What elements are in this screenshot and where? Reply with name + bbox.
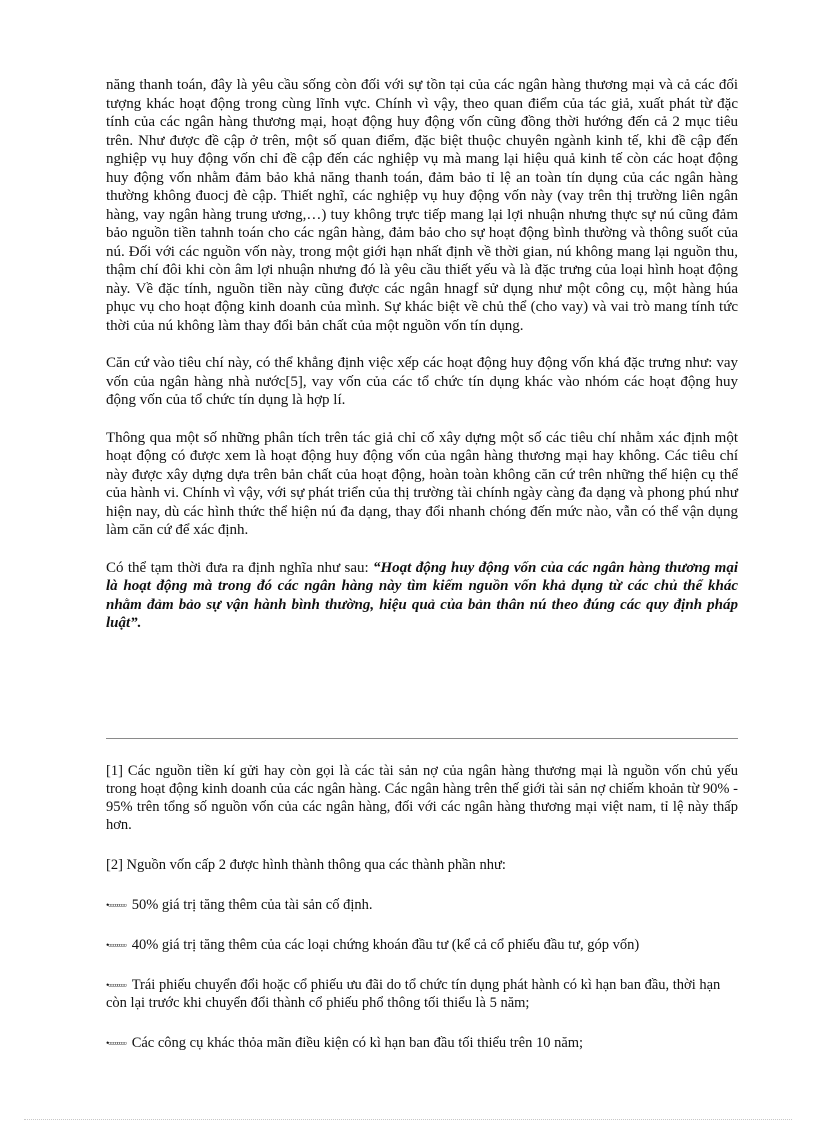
footnote-2: [2] Nguồn vốn cấp 2 được hình thành thông qua các thành phần như:: [106, 857, 506, 873]
footnotes: [106, 762, 738, 1074]
bullet-icon: •▫▫▫▫▫▫▫▫: [106, 1038, 126, 1048]
definition-quote: “Hoạt động huy động vốn của các ngân hàng thương mại là hoạt động mà trong đó các ngân hàng này tìm kiếm nguồn vốn khả dụng từ các chủ thể khác nhằm đảm bảo sự vận hành bình thường, hiệu quả của bản thân nú theo đúng các quy định pháp luật”.: [106, 559, 738, 631]
bullet-text: Trái phiếu chuyển đổi hoặc cổ phiếu ưu đãi do tổ chức tín dụng phát hành có kì hạn ban đầu, thời hạn còn lại trước khi chuyển đổi thành cổ phiếu phổ thông tối thiểu là 5 năm;: [106, 977, 721, 1011]
bullet-text: Các công cụ khác thỏa mãn điều kiện có kì hạn ban đầu tối thiểu trên 10 năm;: [131, 1035, 584, 1051]
definition-intro: Có thể tạm thời đưa ra định nghĩa như sau:: [106, 559, 374, 576]
main-text: [106, 76, 738, 652]
footnote-1: [1] Các nguồn tiền kí gửi hay còn gọi là các tài sản nợ của ngân hàng thương mại là nguồn vốn chủ yếu trong hoạt động kinh doanh của các ngân hàng. Các ngân hàng trên thế giới tài sản nợ chiếm khoản từ 90% - 95% trên tổng số nguồn vốn của các ngân hàng, đối với các ngân hàng thương mại việt nam, tỉ lệ này thấp hơn.: [106, 763, 738, 833]
bullet-text: 40% giá trị tăng thêm của các loại chứng khoán đầu tư (kể cả cổ phiếu đầu tư, góp vốn): [131, 937, 640, 953]
paragraph-1: năng thanh toán, đây là yêu cầu sống còn đối với sự tồn tại của các ngân hàng thương mại và cả các đối tượng khác hoạt động trong cùng lĩnh vực. Chính vì vậy, theo quan điểm của tác giả, xuất phát từ đặc tính của các ngân hàng thương mại, hoạt động huy động vốn cũng đồng thời hướng đến cả 2 mục tiêu trên. Như được đề cập ở trên, một số quan điểm, đặc biệt thuộc chuyên ngành kinh tế, khi đề cập đến nghiệp vụ huy động vốn chỉ đề cập đến các nghiệp vụ mà mang lại hiệu quả kinh tế còn các hoạt động huy động vốn nhằm đảm bảo khả năng thanh toán, đảm bảo tỉ lệ an toàn tín dụng của các ngân hàng thường không đuocj đè cập. Thiết nghĩ, các nghiệp vụ huy động vốn này (vay trên thị trường liên ngân hàng, vay ngân hàng trung ương,…) tuy không trực tiếp mang lại lợi nhuận nhưng thực sự nú cũng đảm bảo nguồn tiền tahnh toán cho các ngân hàng, đảm bảo cho sự hoạt động bình thường và thông suốt của nú. Đối với các nguồn vốn này, trong một giới hạn nhất định về thời gian, nú không mang lại nguồn thu, thậm chí đôi khi còn âm lợi nhuận nhưng đó là yêu cầu thiết yếu và là đặc trưng của loại hình hoạt động này. Về đặc tính, nguồn tiền này cũng được các ngân hnagf sử dụng như một công cụ, một hàng húa phục vụ cho hoạt động kinh doanh của mình. Sự khác biệt về chủ thể (cho vay) và vai trò mang tính tức thời của nú không làm thay đổi bản chất của một nguồn vốn tín dụng.: [106, 77, 738, 334]
list-item: [106, 976, 738, 1012]
bullet-icon: •▫▫▫▫▫▫▫▫: [106, 900, 126, 910]
footnote-separator: [106, 738, 738, 739]
list-item: [106, 896, 738, 914]
paragraph-2: Căn cứ vào tiêu chí này, có thể khẳng định việc xếp các hoạt động huy động vốn khá đặc trưng như: vay vốn của ngân hàng nhà nước[5], vay vốn của các tổ chức tín dụng khác vào nhóm các hoạt động huy động vốn của tổ chức tín dụng là hợp lí.: [106, 355, 738, 408]
paragraph-3: Thông qua một số những phân tích trên tác giả chỉ cố xây dựng một số các tiêu chí nhằm xác định một hoạt động có được xem là hoạt động huy động vốn của ngân hàng thương mại hay không. Các tiêu chí này được xây dựng dựa trên bản chất của hoạt động, hoàn toàn không căn cứ trên những thể hiện cụ thể của hành vi. Chính vì vậy, với sự phát triển của thị trường tài chính ngày càng đa dạng và phong phú như hiện nay, dù các hình thức thể hiện nú đa dạng, thay đổi nhanh chóng đến mức nào, vẫn có thể vận dụng làm căn cứ để xác định.: [106, 429, 738, 538]
bullet-icon: •▫▫▫▫▫▫▫▫: [106, 980, 126, 990]
page-bottom-border: [24, 1119, 792, 1120]
bullet-text: 50% giá trị tăng thêm của tài sản cố định.: [131, 897, 373, 913]
bullet-icon: •▫▫▫▫▫▫▫▫: [106, 940, 126, 950]
definition-paragraph: [106, 559, 738, 633]
list-item: [106, 1034, 738, 1052]
list-item: [106, 936, 738, 954]
